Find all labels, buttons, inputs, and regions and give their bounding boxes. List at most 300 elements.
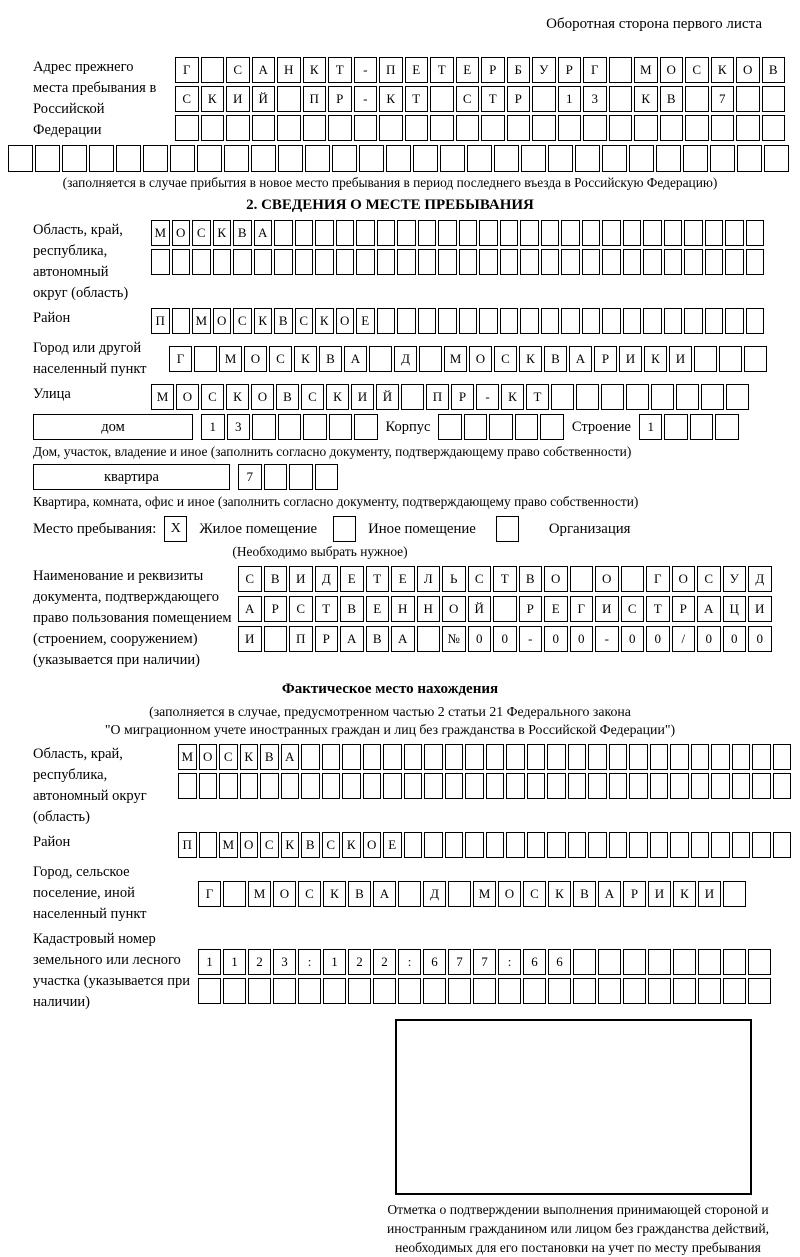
char-cell[interactable]: : (298, 949, 321, 975)
char-cell[interactable] (192, 249, 211, 275)
char-cell[interactable]: 7 (711, 86, 735, 112)
char-cell[interactable]: Р (264, 596, 288, 622)
char-cell[interactable]: К (226, 384, 249, 410)
char-cell[interactable] (500, 220, 519, 246)
char-cell[interactable]: М (219, 832, 238, 858)
char-cell[interactable] (568, 832, 587, 858)
char-cell[interactable]: С (233, 308, 252, 334)
char-cell[interactable] (532, 86, 556, 112)
char-cell[interactable]: В (264, 566, 288, 592)
region-row-1[interactable] (151, 220, 764, 246)
char-cell[interactable] (493, 596, 517, 622)
document-row-3[interactable] (238, 626, 772, 652)
char-cell[interactable] (609, 832, 628, 858)
char-cell[interactable] (664, 249, 683, 275)
char-cell[interactable]: С (523, 881, 546, 907)
char-cell[interactable]: 1 (639, 414, 663, 440)
char-cell[interactable] (521, 145, 546, 172)
char-cell[interactable]: Е (383, 832, 402, 858)
char-cell[interactable] (456, 115, 480, 141)
char-cell[interactable] (172, 249, 191, 275)
char-cell[interactable]: В (340, 596, 364, 622)
char-cell[interactable]: С (301, 384, 324, 410)
char-cell[interactable] (305, 145, 330, 172)
char-cell[interactable] (548, 145, 573, 172)
char-cell[interactable] (664, 414, 688, 440)
actual-district-row[interactable] (178, 832, 791, 858)
char-cell[interactable] (650, 773, 669, 799)
char-cell[interactable]: 2 (373, 949, 396, 975)
char-cell[interactable]: К (379, 86, 403, 112)
char-cell[interactable] (576, 384, 599, 410)
char-cell[interactable] (481, 115, 505, 141)
char-cell[interactable]: А (344, 346, 367, 372)
char-cell[interactable] (723, 978, 746, 1004)
char-cell[interactable]: У (532, 57, 556, 83)
char-cell[interactable] (568, 744, 587, 770)
char-cell[interactable] (418, 220, 437, 246)
char-cell[interactable] (732, 832, 751, 858)
char-cell[interactable] (588, 744, 607, 770)
actual-region-row-2[interactable] (178, 773, 791, 799)
char-cell[interactable]: 3 (583, 86, 607, 112)
char-cell[interactable] (752, 832, 771, 858)
char-cell[interactable]: Р (594, 346, 617, 372)
char-cell[interactable] (673, 949, 696, 975)
char-cell[interactable]: - (595, 626, 619, 652)
char-cell[interactable] (701, 384, 724, 410)
cadastral-row-2[interactable] (198, 978, 771, 1004)
char-cell[interactable] (201, 115, 225, 141)
char-cell[interactable] (705, 220, 724, 246)
char-cell[interactable]: П (379, 57, 403, 83)
char-cell[interactable] (694, 346, 717, 372)
char-cell[interactable] (732, 773, 751, 799)
char-cell[interactable] (691, 773, 710, 799)
char-cell[interactable] (322, 744, 341, 770)
char-cell[interactable] (573, 978, 596, 1004)
char-cell[interactable] (438, 308, 457, 334)
char-cell[interactable]: Л (417, 566, 441, 592)
char-cell[interactable] (301, 773, 320, 799)
char-cell[interactable]: Е (544, 596, 568, 622)
char-cell[interactable]: С (468, 566, 492, 592)
char-cell[interactable] (715, 414, 739, 440)
char-cell[interactable] (602, 220, 621, 246)
char-cell[interactable] (151, 249, 170, 275)
char-cell[interactable] (175, 115, 199, 141)
char-cell[interactable]: М (473, 881, 496, 907)
char-cell[interactable]: С (295, 308, 314, 334)
char-cell[interactable] (419, 346, 442, 372)
char-cell[interactable] (274, 249, 293, 275)
char-cell[interactable] (445, 744, 464, 770)
char-cell[interactable]: К (281, 832, 300, 858)
char-cell[interactable] (736, 86, 760, 112)
char-cell[interactable] (623, 249, 642, 275)
char-cell[interactable] (498, 978, 521, 1004)
char-cell[interactable]: - (519, 626, 543, 652)
char-cell[interactable] (398, 881, 421, 907)
char-cell[interactable]: 7 (473, 949, 496, 975)
char-cell[interactable]: 1 (558, 86, 582, 112)
char-cell[interactable]: К (303, 57, 327, 83)
char-cell[interactable]: 1 (201, 414, 225, 440)
char-cell[interactable]: И (619, 346, 642, 372)
char-cell[interactable] (116, 145, 141, 172)
char-cell[interactable] (670, 832, 689, 858)
char-cell[interactable]: Н (417, 596, 441, 622)
char-cell[interactable]: К (342, 832, 361, 858)
char-cell[interactable]: А (697, 596, 721, 622)
char-cell[interactable]: 2 (348, 949, 371, 975)
char-cell[interactable]: М (634, 57, 658, 83)
char-cell[interactable]: Е (405, 57, 429, 83)
char-cell[interactable]: А (391, 626, 415, 652)
char-cell[interactable] (464, 414, 488, 440)
char-cell[interactable] (598, 978, 621, 1004)
char-cell[interactable]: - (476, 384, 499, 410)
char-cell[interactable]: С (260, 832, 279, 858)
char-cell[interactable]: О (544, 566, 568, 592)
char-cell[interactable] (623, 949, 646, 975)
char-cell[interactable]: И (669, 346, 692, 372)
char-cell[interactable] (486, 773, 505, 799)
char-cell[interactable]: Т (493, 566, 517, 592)
char-cell[interactable]: Ц (723, 596, 747, 622)
char-cell[interactable] (541, 308, 560, 334)
char-cell[interactable]: И (595, 596, 619, 622)
char-cell[interactable] (561, 249, 580, 275)
char-cell[interactable]: С (298, 881, 321, 907)
char-cell[interactable]: Н (277, 57, 301, 83)
char-cell[interactable] (260, 773, 279, 799)
char-cell[interactable] (664, 220, 683, 246)
char-cell[interactable] (650, 832, 669, 858)
char-cell[interactable]: В (762, 57, 786, 83)
char-cell[interactable] (199, 832, 218, 858)
char-cell[interactable] (643, 249, 662, 275)
char-cell[interactable]: К (711, 57, 735, 83)
char-cell[interactable] (424, 744, 443, 770)
char-cell[interactable] (62, 145, 87, 172)
char-cell[interactable] (573, 949, 596, 975)
char-cell[interactable] (609, 86, 633, 112)
char-cell[interactable] (363, 744, 382, 770)
char-cell[interactable] (690, 414, 714, 440)
char-cell[interactable] (748, 949, 771, 975)
char-cell[interactable] (170, 145, 195, 172)
char-cell[interactable]: А (373, 881, 396, 907)
char-cell[interactable] (698, 949, 721, 975)
char-cell[interactable] (762, 115, 786, 141)
char-cell[interactable]: П (426, 384, 449, 410)
char-cell[interactable] (251, 145, 276, 172)
char-cell[interactable] (582, 249, 601, 275)
char-cell[interactable]: О (363, 832, 382, 858)
char-cell[interactable] (89, 145, 114, 172)
char-cell[interactable]: К (315, 308, 334, 334)
char-cell[interactable] (254, 249, 273, 275)
char-cell[interactable]: О (172, 220, 191, 246)
region-row-2[interactable] (151, 249, 764, 275)
char-cell[interactable] (397, 249, 416, 275)
char-cell[interactable] (423, 978, 446, 1004)
char-cell[interactable]: К (213, 220, 232, 246)
char-cell[interactable] (561, 308, 580, 334)
char-cell[interactable]: К (634, 86, 658, 112)
char-cell[interactable]: Г (646, 566, 670, 592)
char-cell[interactable]: Г (198, 881, 221, 907)
char-cell[interactable]: Р (328, 86, 352, 112)
char-cell[interactable] (359, 145, 384, 172)
char-cell[interactable]: 0 (621, 626, 645, 652)
char-cell[interactable]: С (238, 566, 262, 592)
char-cell[interactable] (527, 773, 546, 799)
char-cell[interactable]: 0 (493, 626, 517, 652)
char-cell[interactable] (332, 145, 357, 172)
char-cell[interactable]: В (276, 384, 299, 410)
char-cell[interactable]: Т (315, 596, 339, 622)
char-cell[interactable]: А (254, 220, 273, 246)
char-cell[interactable]: С (456, 86, 480, 112)
char-cell[interactable] (459, 308, 478, 334)
district-row[interactable] (151, 308, 764, 334)
char-cell[interactable] (752, 744, 771, 770)
char-cell[interactable]: О (251, 384, 274, 410)
char-cell[interactable]: № (442, 626, 466, 652)
char-cell[interactable] (404, 744, 423, 770)
char-cell[interactable] (323, 978, 346, 1004)
char-cell[interactable] (623, 978, 646, 1004)
char-cell[interactable]: А (340, 626, 364, 652)
char-cell[interactable] (356, 249, 375, 275)
char-cell[interactable] (445, 773, 464, 799)
char-cell[interactable] (178, 773, 197, 799)
char-cell[interactable] (532, 115, 556, 141)
char-cell[interactable] (773, 832, 792, 858)
char-cell[interactable]: В (233, 220, 252, 246)
char-cell[interactable]: И (648, 881, 671, 907)
char-cell[interactable] (575, 145, 600, 172)
char-cell[interactable]: О (240, 832, 259, 858)
char-cell[interactable] (598, 949, 621, 975)
char-cell[interactable]: Е (356, 308, 375, 334)
char-cell[interactable] (725, 220, 744, 246)
char-cell[interactable] (670, 744, 689, 770)
char-cell[interactable]: В (260, 744, 279, 770)
char-cell[interactable]: К (673, 881, 696, 907)
char-cell[interactable] (540, 414, 564, 440)
char-cell[interactable] (298, 978, 321, 1004)
char-cell[interactable] (711, 832, 730, 858)
char-cell[interactable] (405, 115, 429, 141)
char-cell[interactable] (278, 145, 303, 172)
char-cell[interactable]: А (569, 346, 592, 372)
char-cell[interactable] (418, 249, 437, 275)
char-cell[interactable]: Т (526, 384, 549, 410)
char-cell[interactable]: П (178, 832, 197, 858)
char-cell[interactable] (486, 832, 505, 858)
char-cell[interactable]: Ь (442, 566, 466, 592)
char-cell[interactable]: Г (583, 57, 607, 83)
char-cell[interactable] (8, 145, 33, 172)
char-cell[interactable] (710, 145, 735, 172)
char-cell[interactable] (223, 978, 246, 1004)
char-cell[interactable]: К (548, 881, 571, 907)
char-cell[interactable] (523, 978, 546, 1004)
char-cell[interactable] (198, 978, 221, 1004)
char-cell[interactable] (445, 832, 464, 858)
char-cell[interactable]: В (348, 881, 371, 907)
char-cell[interactable] (726, 384, 749, 410)
char-cell[interactable] (506, 832, 525, 858)
char-cell[interactable] (506, 744, 525, 770)
char-cell[interactable] (500, 308, 519, 334)
char-cell[interactable] (397, 220, 416, 246)
char-cell[interactable] (691, 744, 710, 770)
char-cell[interactable] (197, 145, 222, 172)
char-cell[interactable]: К (254, 308, 273, 334)
char-cell[interactable] (418, 308, 437, 334)
char-cell[interactable] (656, 145, 681, 172)
char-cell[interactable] (440, 145, 465, 172)
char-cell[interactable] (609, 115, 633, 141)
char-cell[interactable]: В (319, 346, 342, 372)
char-cell[interactable]: В (366, 626, 390, 652)
char-cell[interactable]: С (175, 86, 199, 112)
char-cell[interactable] (711, 744, 730, 770)
char-cell[interactable] (746, 220, 765, 246)
char-cell[interactable]: С (192, 220, 211, 246)
char-cell[interactable]: О (498, 881, 521, 907)
city-row[interactable] (169, 346, 767, 372)
char-cell[interactable] (438, 220, 457, 246)
char-cell[interactable]: П (289, 626, 313, 652)
char-cell[interactable] (732, 744, 751, 770)
char-cell[interactable] (303, 414, 327, 440)
char-cell[interactable] (219, 773, 238, 799)
char-cell[interactable]: 7 (238, 464, 262, 490)
char-cell[interactable] (328, 115, 352, 141)
char-cell[interactable] (342, 744, 361, 770)
char-cell[interactable] (448, 978, 471, 1004)
char-cell[interactable] (551, 384, 574, 410)
char-cell[interactable]: 6 (548, 949, 571, 975)
char-cell[interactable]: М (248, 881, 271, 907)
char-cell[interactable] (213, 249, 232, 275)
char-cell[interactable] (670, 773, 689, 799)
char-cell[interactable] (35, 145, 60, 172)
char-cell[interactable] (404, 773, 423, 799)
char-cell[interactable] (377, 249, 396, 275)
char-cell[interactable] (486, 744, 505, 770)
char-cell[interactable]: Н (391, 596, 415, 622)
char-cell[interactable] (398, 978, 421, 1004)
char-cell[interactable] (465, 832, 484, 858)
char-cell[interactable] (752, 773, 771, 799)
char-cell[interactable] (602, 145, 627, 172)
char-cell[interactable] (601, 384, 624, 410)
char-cell[interactable] (515, 414, 539, 440)
char-cell[interactable] (373, 978, 396, 1004)
char-cell[interactable] (705, 308, 724, 334)
char-cell[interactable]: И (698, 881, 721, 907)
char-cell[interactable]: И (748, 596, 772, 622)
char-cell[interactable]: 0 (646, 626, 670, 652)
char-cell[interactable] (424, 773, 443, 799)
char-cell[interactable]: С (697, 566, 721, 592)
char-cell[interactable]: 0 (697, 626, 721, 652)
char-cell[interactable] (570, 566, 594, 592)
char-cell[interactable]: 0 (723, 626, 747, 652)
char-cell[interactable] (685, 115, 709, 141)
char-cell[interactable]: Р (558, 57, 582, 83)
char-cell[interactable] (541, 220, 560, 246)
char-cell[interactable]: К (240, 744, 259, 770)
char-cell[interactable]: : (398, 949, 421, 975)
char-cell[interactable] (558, 115, 582, 141)
char-cell[interactable] (430, 115, 454, 141)
char-cell[interactable] (650, 744, 669, 770)
char-cell[interactable]: Д (394, 346, 417, 372)
char-cell[interactable] (479, 308, 498, 334)
char-cell[interactable]: 1 (323, 949, 346, 975)
char-cell[interactable] (264, 626, 288, 652)
char-cell[interactable]: С (621, 596, 645, 622)
char-cell[interactable] (723, 949, 746, 975)
char-cell[interactable]: В (519, 566, 543, 592)
char-cell[interactable] (762, 86, 786, 112)
char-cell[interactable] (273, 978, 296, 1004)
char-cell[interactable] (629, 832, 648, 858)
char-cell[interactable]: В (301, 832, 320, 858)
char-cell[interactable]: И (226, 86, 250, 112)
char-cell[interactable]: О (244, 346, 267, 372)
char-cell[interactable] (609, 773, 628, 799)
char-cell[interactable] (248, 978, 271, 1004)
char-cell[interactable] (609, 57, 633, 83)
char-cell[interactable]: Р (672, 596, 696, 622)
char-cell[interactable] (240, 773, 259, 799)
char-cell[interactable]: А (281, 744, 300, 770)
char-cell[interactable] (744, 346, 767, 372)
char-cell[interactable] (648, 949, 671, 975)
char-cell[interactable] (252, 115, 276, 141)
char-cell[interactable] (737, 145, 762, 172)
document-row-2[interactable] (238, 596, 772, 622)
char-cell[interactable] (424, 832, 443, 858)
char-cell[interactable] (664, 308, 683, 334)
char-cell[interactable]: Р (451, 384, 474, 410)
char-cell[interactable] (725, 249, 744, 275)
char-cell[interactable] (369, 346, 392, 372)
char-cell[interactable] (252, 414, 276, 440)
char-cell[interactable] (383, 744, 402, 770)
char-cell[interactable]: Р (519, 596, 543, 622)
char-cell[interactable] (233, 249, 252, 275)
char-cell[interactable] (588, 832, 607, 858)
char-cell[interactable] (588, 773, 607, 799)
char-cell[interactable] (404, 832, 423, 858)
actual-region-row-1[interactable] (178, 744, 791, 770)
char-cell[interactable]: Т (646, 596, 670, 622)
char-cell[interactable] (683, 145, 708, 172)
char-cell[interactable]: 7 (448, 949, 471, 975)
char-cell[interactable] (301, 744, 320, 770)
char-cell[interactable] (356, 220, 375, 246)
char-cell[interactable]: С (494, 346, 517, 372)
